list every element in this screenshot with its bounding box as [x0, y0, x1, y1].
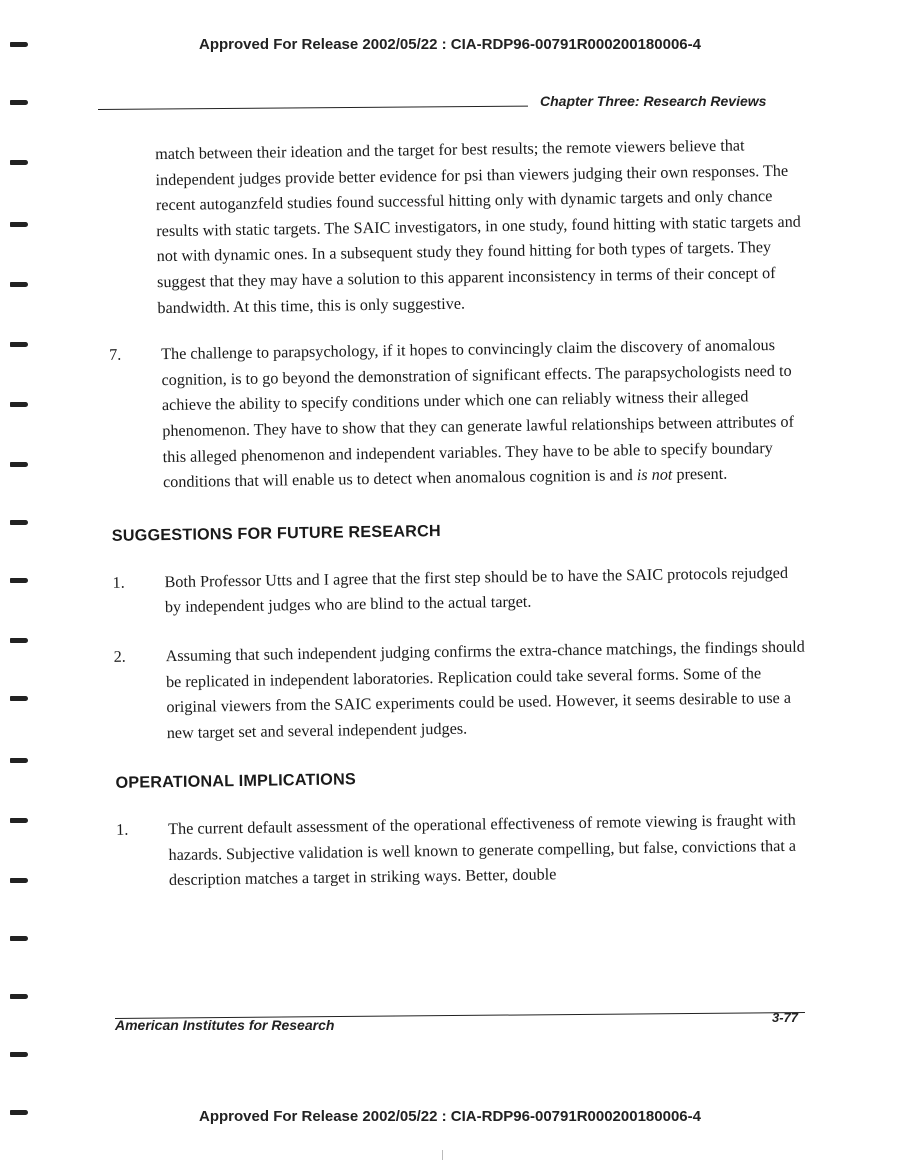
- item-text: Both Professor Utts and I agree that the first step should be to have the SAIC protocols rejudged by independent judges who are blind to the actual target.: [164, 563, 789, 617]
- binder-mark: [10, 42, 28, 47]
- binder-mark: [10, 160, 28, 165]
- binder-mark: [10, 462, 28, 467]
- section-heading-future-research: SUGGESTIONS FOR FUTURE RESEARCH: [111, 521, 442, 545]
- binder-mark: [10, 1052, 28, 1057]
- binder-mark: [10, 402, 28, 407]
- scan-artifact: [442, 1150, 443, 1160]
- item-text-end: present.: [672, 464, 728, 484]
- item-text-emphasis: is not: [636, 465, 673, 485]
- list-item: [107, 634, 808, 747]
- binder-mark: [10, 936, 28, 941]
- binder-mark: [10, 638, 28, 643]
- binder-mark: [10, 818, 28, 823]
- footer-organization: American Institutes for Research: [115, 1017, 335, 1033]
- item-number: 1.: [116, 820, 129, 840]
- binder-mark: [10, 100, 28, 105]
- list-item-7: [103, 333, 805, 497]
- list-item: [106, 560, 807, 622]
- binder-mark: [10, 342, 28, 347]
- section-heading-operational-implications: OPERATIONAL IMPLICATIONS: [115, 770, 357, 793]
- item-number: 7.: [109, 345, 122, 365]
- binder-mark: [10, 1110, 28, 1115]
- release-footer: Approved For Release 2002/05/22 : CIA-RDP96-00791R000200180006-4: [199, 1108, 701, 1125]
- page-number: 3-77: [772, 1010, 799, 1025]
- item-text: Assuming that such independent judging confirms the extra-chance matchings, the findings should be replicated in independent laboratories. Replication could take several forms. Some of the original viewers from the SAIC experiments could be used. However, it seems desirable to use a new target set and several independent judges.: [165, 637, 805, 742]
- running-head: Chapter Three: Research Reviews: [540, 93, 767, 109]
- binder-mark: [10, 696, 28, 701]
- item-number: 1.: [112, 573, 125, 592]
- binder-mark: [10, 520, 28, 525]
- item-number: 2.: [113, 647, 126, 666]
- item-text: The current default assessment of the operational effectiveness of remote viewing is fraught with hazards. Subjective validation is well known to generate compelling, but false, convictions that a description matches a target in striking ways. Better, double: [168, 811, 797, 890]
- list-item: [110, 808, 811, 895]
- page-body: [100, 133, 811, 895]
- release-header: Approved For Release 2002/05/22 : CIA-RDP96-00791R000200180006-4: [199, 36, 701, 53]
- binder-mark: [10, 878, 28, 883]
- binder-mark: [10, 222, 28, 227]
- continuation-paragraph: match between their ideation and the target for best results; the remote viewers believe that independent judges provide better evidence for psi than viewers judging their own responses. The recent autoganzfeld studies found successful hitting only with dynamic targets and only chance results with static targets. The SAIC investigators, in one study, found hitting with static targets and not with dynamic ones. In a subsequent study they found hitting for both types of targets. They suggest that they may have a solution to this apparent inconsistency in terms of their concept of bandwidth. At this time, this is only suggestive.: [155, 136, 801, 317]
- header-rule: [98, 106, 528, 110]
- binder-mark: [10, 578, 28, 583]
- binder-mark: [10, 758, 28, 763]
- binder-mark: [10, 994, 28, 999]
- binder-mark: [10, 282, 28, 287]
- item-text: The challenge to parapsychology, if it hopes to convincingly claim the discovery of anomalous cognition, is to go beyond the demonstration of significant effects. The parapsychologists need to achieve the ability to specify conditions under which one can reliably witness their alleged phenomenon. They have to show that they can generate lawful relationships between attributes of this alleged phenomenon and independent variables. They have to be able to specify boundary conditions that will enable us to detect when anomalous cognition is and: [161, 336, 795, 492]
